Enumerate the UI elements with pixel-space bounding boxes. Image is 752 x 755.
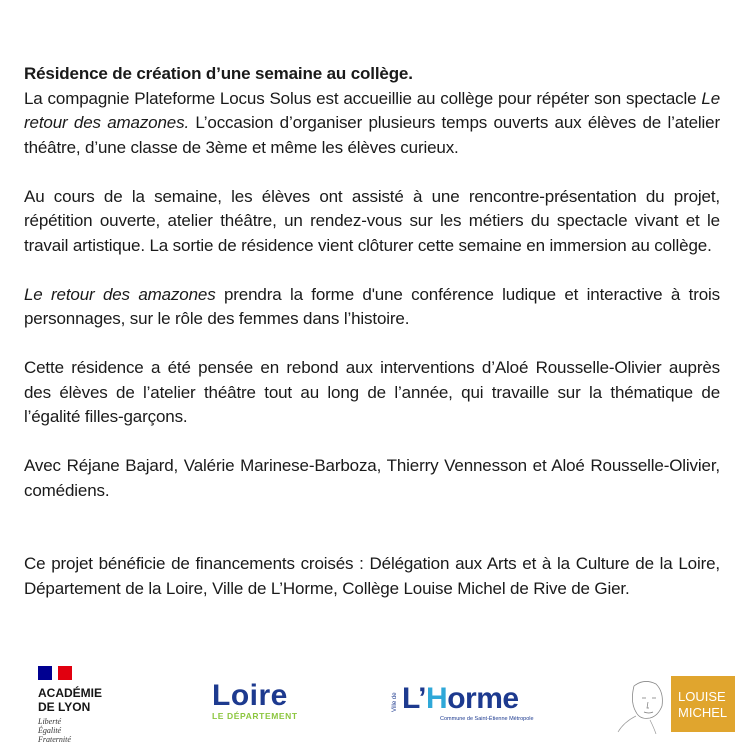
academie-lyon-logo: ACADÉMIE DE LYON Liberté Égalité Fraternité	[38, 666, 102, 744]
republic-motto: Liberté Égalité Fraternité	[38, 717, 71, 744]
ville-horme-logo: Ville de L’Horme Commune de Saint-Étienne Métropole	[392, 682, 534, 722]
paragraph-cast: Avec Réjane Bajard, Valérie Marinese-Barboza, Thierry Vennesson et Aloé Rousselle-Olivier, comédiens.	[24, 456, 720, 500]
portrait-sketch-icon	[616, 676, 676, 734]
paragraph-show: Le retour des amazones prendra la forme d'une conférence ludique et interactive à trois personnages, sur le rôle des femmes dans l’histoire.	[24, 284, 720, 328]
college-louise-michel-logo: LOUISE MICHEL	[616, 676, 720, 734]
paragraph-week: Au cours de la semaine, les élèves ont assisté à une rencontre-présentation du projet, répétition ouverte, atelier théâtre, un rendez-vous sur les métiers du spectacle vivant et le travail artistique. La sortie de résidence vient clôturer cette semaine en immersion au collège.	[24, 186, 720, 255]
partner-logos	[0, 660, 752, 755]
marianne-flag-icon	[38, 666, 74, 680]
loire-departement-logo: Loire LE DÉPARTEMENT	[212, 679, 298, 721]
document-title: Résidence de création d’une semaine au collège.	[24, 64, 413, 83]
show-title: Le retour des amazones.	[24, 88, 720, 132]
document-body	[24, 62, 720, 626]
paragraph-intro: Résidence de création d’une semaine au collège. La compagnie Plateforme Locus Solus est accueillie au collège pour répéter son spectacle Le retour des amazones. L’occasion d’organiser plusieurs temps ouverts aux élèves de l’atelier théâtre, d’une classe de 3ème et même les élèves curieux.	[24, 64, 720, 157]
paragraph-context: Cette résidence a été pensée en rebond aux interventions d’Aloé Rousselle-Olivier auprès des élèves de l’atelier théâtre tout au long de l’année, qui travaille sur la thématique de l’égalité filles-garçons.	[24, 358, 720, 426]
show-title: Le retour des amazones	[24, 284, 216, 304]
paragraph-funding: Ce projet bénéficie de financements croisés : Délégation aux Arts et à la Culture de la Loire, Département de la Loire, Ville de L’Horme, Collège Louise Michel de Rive de Gier.	[24, 554, 720, 598]
